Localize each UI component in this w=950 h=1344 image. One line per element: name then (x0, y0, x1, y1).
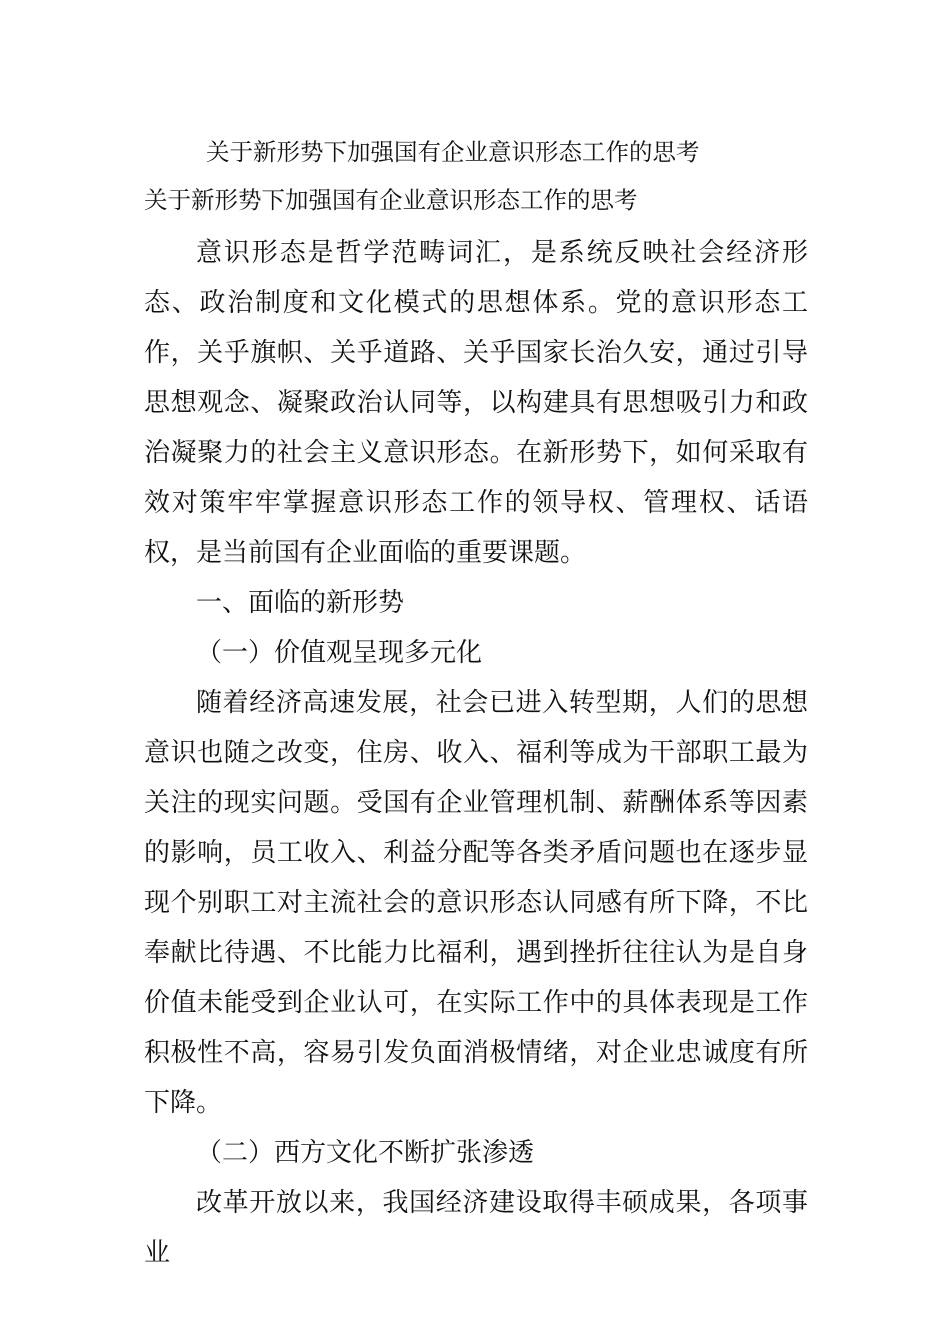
document-title: 关于新形势下加强国有企业意识形态工作的思考 (206, 138, 700, 166)
subsection-heading-2: （二）西方文化不断扩张渗透 (196, 1138, 535, 1168)
subsection-1-paragraph: 随着经济高速发展，社会已进入转型期，人们的思想意识也随之改变，住房、收入、福利等成为干部职工最为关注的现实问题。受国有企业管理机制、薪酬体系等因素的影响，员工收入、利益分配等各类矛盾问题也在逐步显现个别职工对主流社会的意识形态认同感有所下降，不比奉献比待遇、不比能力比福利，遇到挫折往往认为是自身价值未能受到企业认可，在实际工作中的具体表现是工作积极性不高，容易引发负面消极情绪，对企业忠诚度有所下降。 (144, 688, 808, 1118)
subsection-heading-1: （一）价值观呈现多元化 (196, 638, 483, 668)
document-page (144, 128, 808, 1278)
document-subtitle: 关于新形势下加强国有企业意识形态工作的思考 (144, 186, 638, 214)
intro-paragraph: 意识形态是哲学范畴词汇，是系统反映社会经济形态、政治制度和文化模式的思想体系。党的意识形态工作，关乎旗帜、关乎道路、关乎国家长治久安，通过引导思想观念、凝聚政治认同等，以构建具有思想吸引力和政治凝聚力的社会主义意识形态。在新形势下，如何采取有效对策牢牢掌握意识形态工作的领导权、管理权、话语权，是当前国有企业面临的重要课题。 (144, 238, 808, 568)
subsection-2-paragraph: 改革开放以来，我国经济建设取得丰硕成果，各项事业 (144, 1188, 808, 1268)
section-heading-1: 一、面临的新形势 (196, 588, 405, 618)
